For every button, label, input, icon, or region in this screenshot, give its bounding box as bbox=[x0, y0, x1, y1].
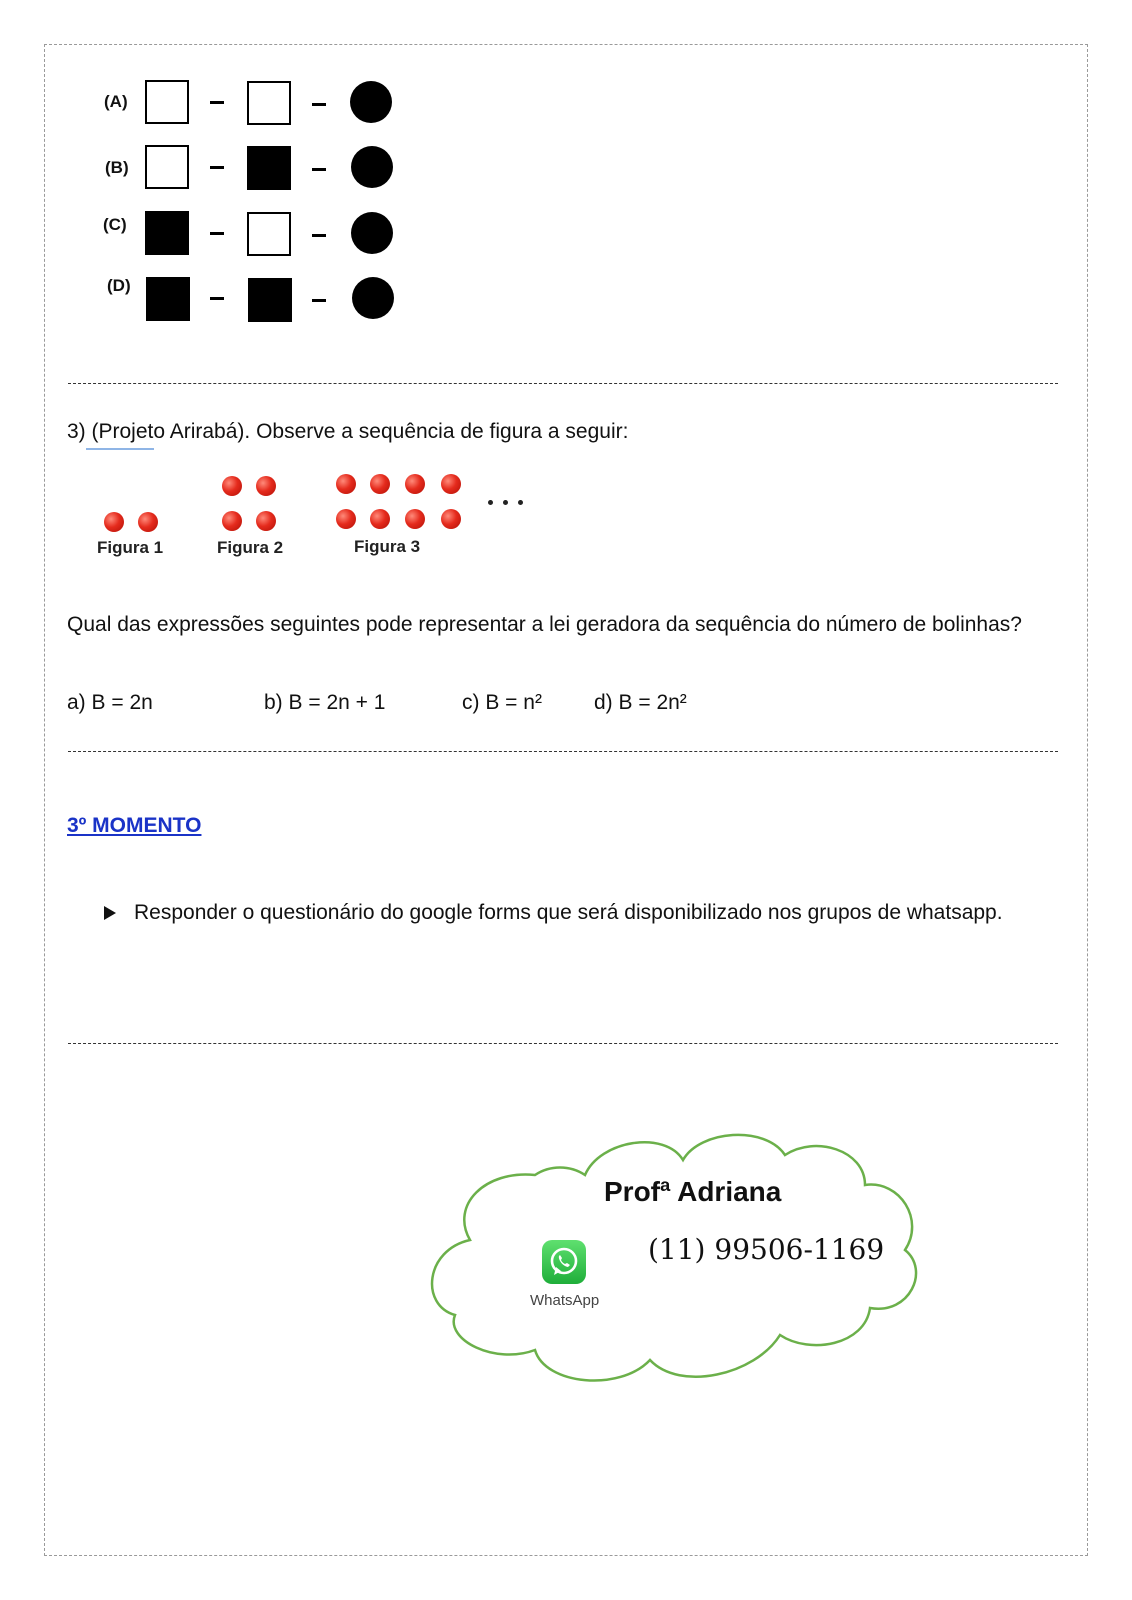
answer-option-a: a) B = 2n bbox=[67, 691, 153, 714]
ellipsis-dot bbox=[518, 500, 523, 505]
black-circle bbox=[352, 277, 394, 319]
red-ball bbox=[405, 509, 425, 529]
empty-square bbox=[247, 212, 291, 256]
figure-caption: Figura 3 bbox=[354, 537, 421, 556]
black-circle bbox=[351, 146, 393, 188]
dash-symbol bbox=[210, 297, 224, 300]
dash-symbol bbox=[312, 168, 326, 171]
red-ball bbox=[370, 474, 390, 494]
arrow-bullet-icon bbox=[104, 906, 116, 920]
option-label: (A) bbox=[104, 92, 128, 111]
moment3-bullet-text: Responder o questionário do google forms que será disponibilizado nos grupos de whatsapp. bbox=[134, 901, 1003, 924]
red-ball bbox=[336, 474, 356, 494]
red-ball bbox=[441, 509, 461, 529]
moment3-heading[interactable]: 3º MOMENTO bbox=[67, 814, 202, 837]
dash-symbol bbox=[312, 234, 326, 237]
section-separator bbox=[68, 383, 1058, 384]
filled-square bbox=[248, 278, 292, 322]
dash-symbol bbox=[210, 166, 224, 169]
answer-option-d: d) B = 2n² bbox=[594, 691, 687, 714]
empty-square bbox=[145, 80, 189, 124]
section-separator bbox=[68, 751, 1058, 752]
section-separator bbox=[68, 1043, 1058, 1044]
contact-phone: (11) 99506-1169 bbox=[648, 1233, 885, 1266]
filled-square bbox=[247, 146, 291, 190]
figure-caption: Figura 2 bbox=[217, 538, 284, 557]
question3-prompt: 3) (Projeto Arirabá). Observe a sequência de figura a seguir: bbox=[67, 420, 629, 443]
answer-option-b: b) B = 2n + 1 bbox=[264, 691, 386, 714]
red-ball bbox=[256, 476, 276, 496]
red-ball bbox=[405, 474, 425, 494]
red-ball bbox=[336, 509, 356, 529]
black-circle bbox=[351, 212, 393, 254]
dash-symbol bbox=[312, 103, 326, 106]
option-label: (B) bbox=[105, 158, 129, 177]
whatsapp-label: WhatsApp bbox=[530, 1292, 600, 1309]
dash-symbol bbox=[210, 232, 224, 235]
question3-text: Qual das expressões seguintes pode representar a lei geradora da sequência do número de bolinhas? bbox=[67, 613, 1022, 636]
dash-symbol bbox=[210, 101, 224, 104]
filled-square bbox=[146, 277, 190, 321]
answer-option-c: c) B = n² bbox=[462, 691, 542, 714]
red-ball bbox=[138, 512, 158, 532]
empty-square bbox=[247, 81, 291, 125]
whatsapp-icon bbox=[542, 1240, 586, 1284]
empty-square bbox=[145, 145, 189, 189]
red-ball bbox=[104, 512, 124, 532]
dash-symbol bbox=[312, 299, 326, 302]
ellipsis-dot bbox=[488, 500, 493, 505]
red-ball bbox=[441, 474, 461, 494]
contact-name: Profª Adriana bbox=[604, 1176, 782, 1207]
red-ball bbox=[256, 511, 276, 531]
red-ball bbox=[222, 476, 242, 496]
figure-caption: Figura 1 bbox=[97, 538, 164, 557]
spellcheck-underline bbox=[86, 448, 154, 450]
red-ball bbox=[222, 511, 242, 531]
option-label: (D) bbox=[107, 276, 131, 295]
black-circle bbox=[350, 81, 392, 123]
ellipsis-dot bbox=[503, 500, 508, 505]
option-label: (C) bbox=[103, 215, 127, 234]
filled-square bbox=[145, 211, 189, 255]
red-ball bbox=[370, 509, 390, 529]
